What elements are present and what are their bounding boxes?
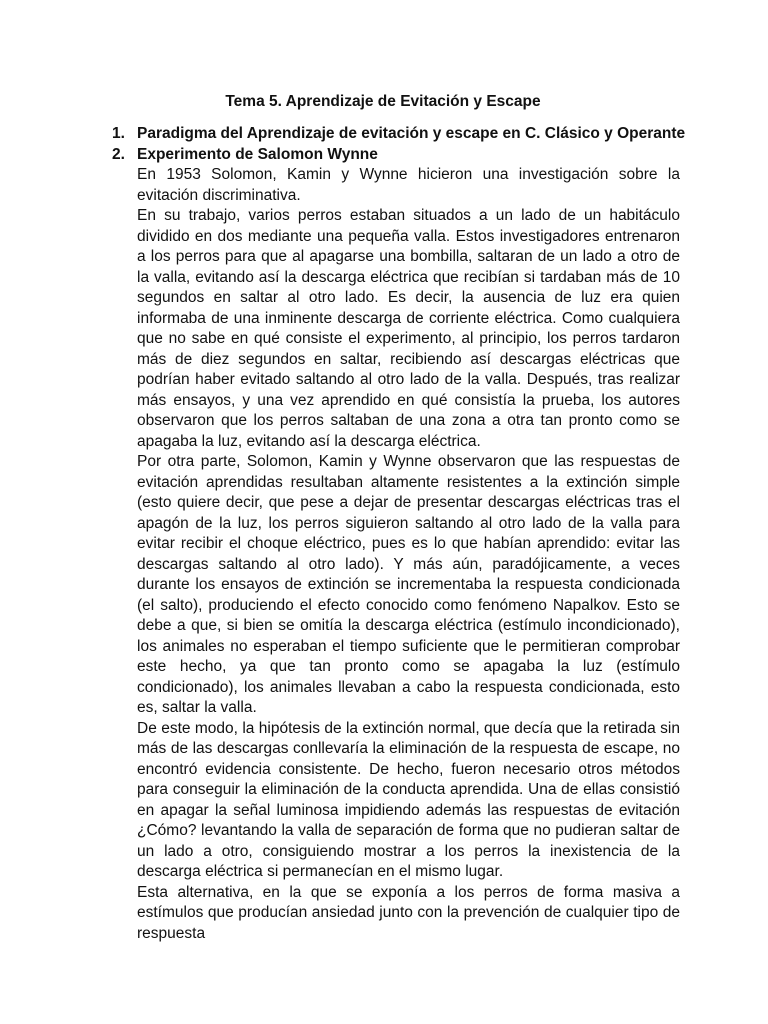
list-item-1	[0, 124, 686, 145]
document-title	[0, 92, 768, 112]
paragraph-extinction: Por otra parte, Solomon, Kamin y Wynne observaron que las respuestas de evitación aprendidas resultaban altamente resistentes a la extinción simple (esto quiere decir, que pese a dejar de presentar descargas eléctricas tras el apagón de la luz, los perros siguieron saltando al otro lado de la valla para evitar recibir el choque eléctrico, pues es lo que habían aprendido: evitar las descargas saltando al otro lado). Y más aún, paradójicamente, a veces durante los ensayos de extinción se incrementaba la respuesta condicionada (el salto), produciendo el efecto conocido como fenómeno Napalkov. Esto se debe a que, si bien se omitía la descarga eléctrica (estímulo incondicionado), los animales no esperaban el tiempo suficiente que le permitieran comprobar este hecho, ya que tan pronto como se apagaba la luz (estímulo condicionado), los animales llevaban a cabo la respuesta condicionada, esto es, saltar la valla.	[137, 453, 680, 716]
paragraph-procedure: En su trabajo, varios perros estaban situados a un lado de un habitáculo dividido en dos mediante una pequeña valla. Estos investigadores entrenaron a los perros para que al apagarse una bombilla, saltaran de un lado a otro de la valla, evitando así la descarga eléctrica que recibían si tardaban más de 10 segundos en saltar al otro lado. Es decir, la ausencia de luz era quien informaba de una inminente descarga de corriente eléctrica. Como cualquiera que no sabe en qué consiste el experimento, al principio, los perros tardaron más de diez segundos en saltar, recibiendo así descargas eléctricas que podrían haber evitado saltando al otro lado de la valla. Después, tras realizar más ensayos, y una vez aprendido en qué consistía la prueba, los autores observaron que los perros saltaban de una zona a otra tan pronto como se apagaba la luz, evitando así la descarga eléctrica.	[137, 207, 680, 450]
paragraph-hypothesis: De este modo, la hipótesis de la extinción normal, que decía que la retirada sin más de las descargas conllevaría la eliminación de la respuesta de escape, no encontró evidencia consistente. De hecho, fueron necesario otros métodos para conseguir la eliminación de la conducta aprendida. Una de ellas consistió en apagar la señal luminosa impidiendo además las respuestas de evitación ¿Cómo? levantando la valla de separación de forma que no pudieran saltar de un lado a otro, consiguiendo mostrar a los perros la inexistencia de la descarga eléctrica si permanecían en el mismo lugar.	[137, 719, 680, 880]
list-item-number: 2.	[112, 145, 125, 163]
document-title-text: Tema 5. Aprendizaje de Evitación y Escape	[225, 93, 541, 110]
section-heading-paradigma: Paradigma del Aprendizaje de evitación y escape en C. Clásico y Operante	[137, 125, 686, 142]
paragraph-intro: En 1953 Solomon, Kamin y Wynne hicieron una investigación sobre la evitación discriminativa.	[137, 166, 680, 204]
section-heading-experimento: Experimento de Salomon Wynne	[137, 145, 378, 163]
list-item-2	[0, 145, 680, 945]
list-item-number: 1.	[112, 125, 125, 142]
paragraph-alternative: Esta alternativa, en la que se exponía a los perros de forma masiva a estímulos que producían ansiedad junto con la prevención de cualquier tipo de respuesta	[137, 883, 680, 942]
numbered-list	[0, 124, 768, 944]
